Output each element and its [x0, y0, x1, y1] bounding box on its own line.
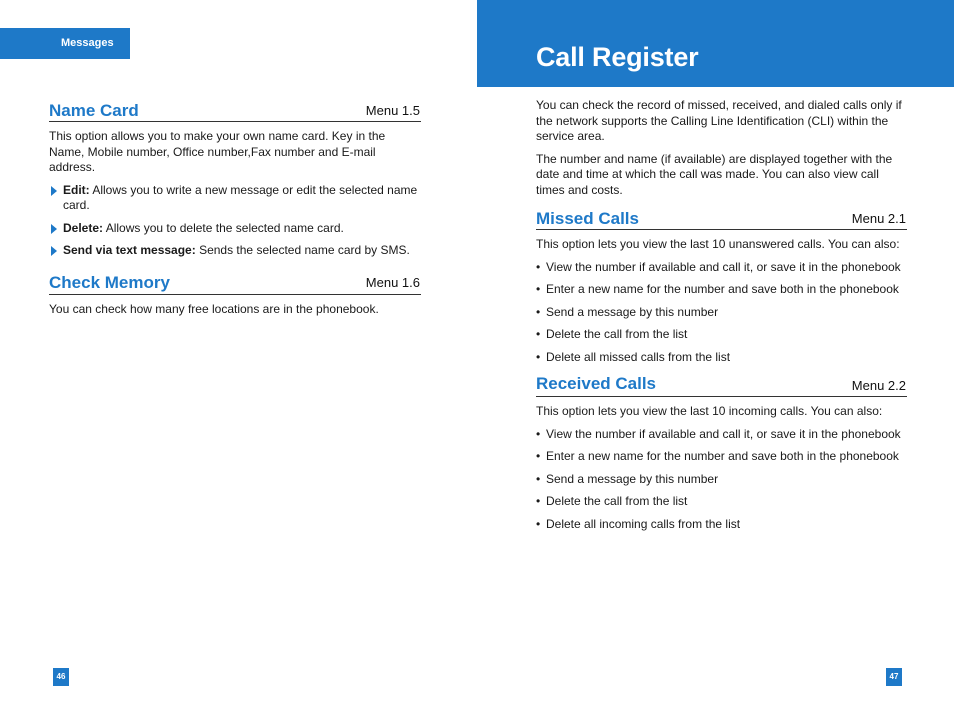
check-memory-heading — [49, 270, 421, 295]
section-tab-label: Messages — [61, 37, 114, 49]
call-register-intro-2: The number and name (if available) are displayed together with the date and time at which the call was made. You can also view call times and costs. — [536, 151, 893, 197]
right-page-content — [536, 98, 907, 539]
name-card-heading — [49, 97, 421, 122]
missed-calls-intro: This option lets you view the last 10 unanswered calls. You can also: — [536, 237, 900, 251]
name-card-intro: This option allows you to make your own name card. Key in the Name, Mobile number, Office number,Fax number and E-mail address. — [49, 129, 386, 174]
list-item: • Delete all missed calls from the list — [536, 350, 907, 366]
name-card-option-send-via-text — [49, 243, 421, 259]
section-tab-messages — [0, 28, 130, 59]
arrow-right-icon — [51, 224, 57, 234]
list-item: • Send a message by this number — [536, 472, 907, 488]
page-number-right: 47 — [886, 668, 902, 686]
received-calls-heading — [536, 372, 907, 397]
missed-calls-menu-number: Menu 2.1 — [851, 210, 906, 226]
list-item: • View the number if available and call it, or save it in the phonebook — [536, 260, 907, 276]
list-item: • Enter a new name for the number and save both in the phonebook — [536, 449, 907, 465]
chapter-title: Call Register — [536, 42, 699, 72]
name-card-menu-number: Menu 1.5 — [365, 102, 420, 118]
option-label: Delete: — [63, 220, 104, 235]
list-item: • Enter a new name for the number and save both in the phonebook — [536, 282, 907, 298]
option-label: Send via text message: — [63, 243, 196, 257]
option-text: Allows you to delete the selected name card. — [103, 220, 344, 235]
arrow-right-icon — [51, 246, 57, 256]
call-register-intro-1: You can check the record of missed, received, and dialed calls only if the network supports the Calling Line Identification (CLI) within the service area. — [536, 98, 902, 143]
option-label: Edit: — [63, 182, 90, 197]
missed-calls-heading — [536, 205, 907, 230]
received-calls-intro: This option lets you view the last 10 incoming calls. You can also: — [536, 404, 883, 418]
list-item: • View the number if available and call it, or save it in the phonebook — [536, 427, 907, 443]
name-card-option-delete — [49, 221, 421, 237]
check-memory-menu-number: Menu 1.6 — [365, 275, 420, 290]
list-item: • Delete all incoming calls from the list — [536, 517, 907, 533]
left-page-content — [49, 97, 421, 324]
name-card-option-edit — [49, 183, 421, 214]
name-card-title: Name Card — [49, 100, 139, 120]
check-memory-title: Check Memory — [49, 273, 170, 292]
missed-calls-title: Missed Calls — [536, 208, 639, 228]
check-memory-text: You can check how many free locations are in the phonebook. — [49, 301, 379, 316]
option-text: Allows you to write a new message or edit the selected name card. — [63, 182, 418, 212]
list-item: • Delete the call from the list — [536, 327, 907, 343]
option-text: Sends the selected name card by SMS. — [195, 243, 410, 257]
chapter-banner — [477, 0, 954, 87]
page-number-left: 46 — [53, 668, 69, 686]
list-item: • Delete the call from the list — [536, 494, 907, 510]
received-calls-title: Received Calls — [536, 373, 657, 393]
list-item: • Send a message by this number — [536, 305, 907, 321]
received-calls-menu-number: Menu 2.2 — [851, 377, 906, 393]
arrow-right-icon — [51, 186, 57, 196]
